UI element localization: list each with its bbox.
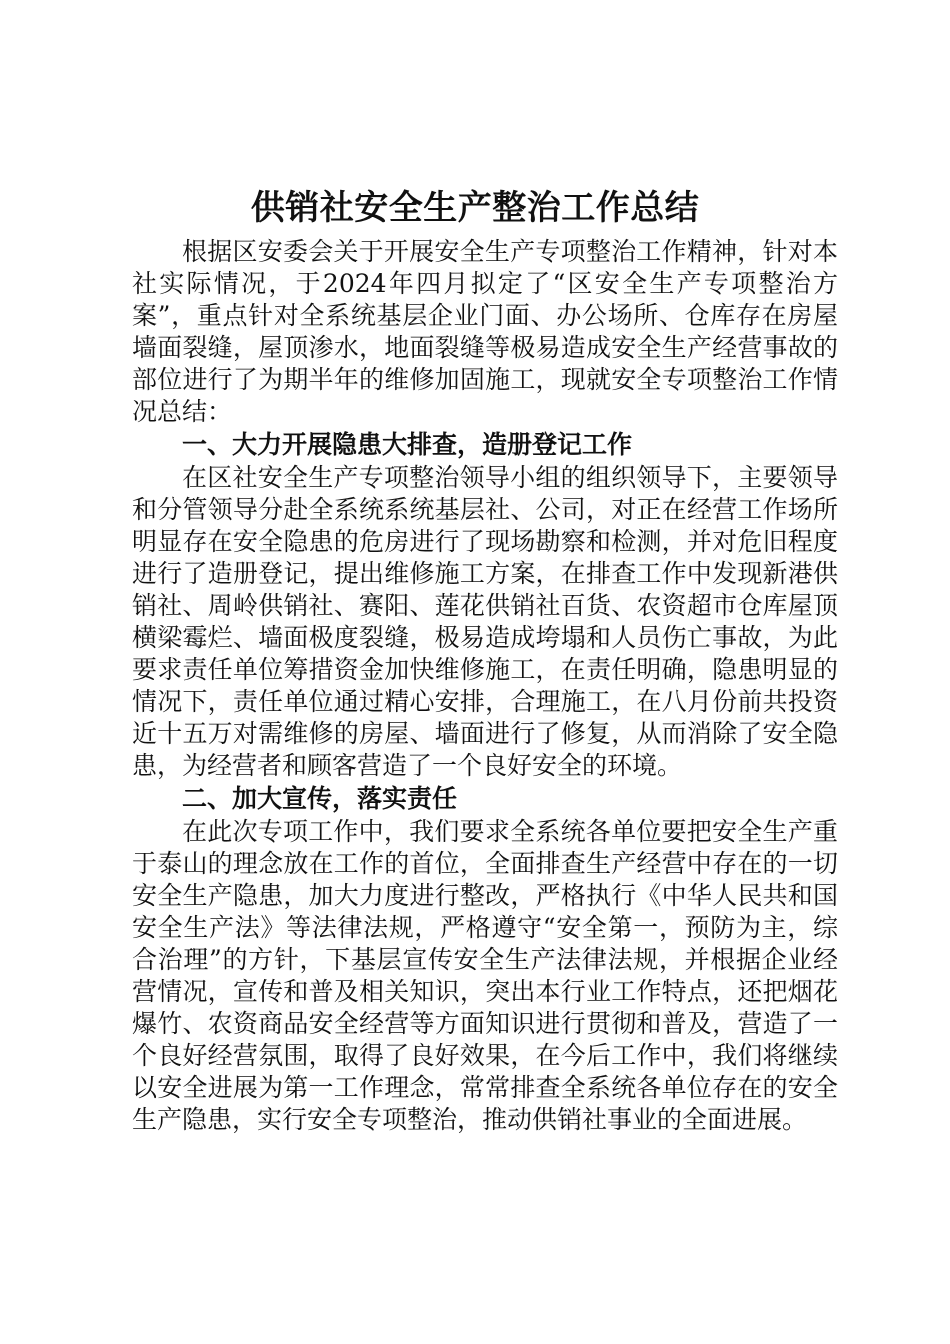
document-body bbox=[132, 236, 838, 1136]
intro-paragraph: 根据区安委会关于开展安全生产专项整治工作精神，针对本社实际情况，于2024年四月拟定了“区安全生产专项整治方案”，重点针对全系统基层企业门面、办公场所、仓库存在房屋墙面裂缝，屋顶渗水，地面裂缝等极易造成安全生产经营事故的部位进行了为期半年的维修加固施工，现就安全专项整治工作情况总结： bbox=[132, 237, 838, 426]
section-1-heading: 一、大力开展隐患大排查，造册登记工作 bbox=[182, 430, 633, 459]
section-2-paragraph: 在此次专项工作中，我们要求全系统各单位要把安全生产重于泰山的理念放在工作的首位，全面排查生产经营中存在的一切安全生产隐患，加大力度进行整改，严格执行《中华人民共和国安全生产法》等法律法规，严格遵守“安全第一，预防为主，综合治理”的方针，下基层宣传安全生产法律法规，并根据企业经营情况，宣传和普及相关知识，突出本行业工作特点，还把烟花爆竹、农资商品安全经营等方面知识进行贯彻和普及，营造了一个良好经营氛围，取得了良好效果，在今后工作中，我们将继续以安全进展为第一工作理念，常常排查全系统各单位存在的安全生产隐患，实行安全专项整治，推动供销社事业的全面进展。 bbox=[132, 817, 838, 1134]
section-2-heading: 二、加大宣传，落实责任 bbox=[182, 784, 458, 813]
section-1-paragraph: 在区社安全生产专项整治领导小组的组织领导下，主要领导和分管领导分赴全系统系统基层社、公司，对正在经营工作场所明显存在安全隐患的危房进行了现场勘察和检测，并对危旧程度进行了造册登记，提出维修施工方案，在排查工作中发现新港供销社、周岭供销社、赛阳、莲花供销社百货、农资超市仓库屋顶横梁霉烂、墙面极度裂缝，极易造成垮塌和人员伤亡事故，为此要求责任单位筹措资金加快维修施工，在责任明确，隐患明显的情况下，责任单位通过精心安排，合理施工，在八月份前共投资近十五万对需维修的房屋、墙面进行了修复，从而消除了安全隐患，为经营者和顾客营造了一个良好安全的环境。 bbox=[132, 463, 838, 780]
document-title: 供销社安全生产整治工作总结 bbox=[250, 188, 700, 228]
